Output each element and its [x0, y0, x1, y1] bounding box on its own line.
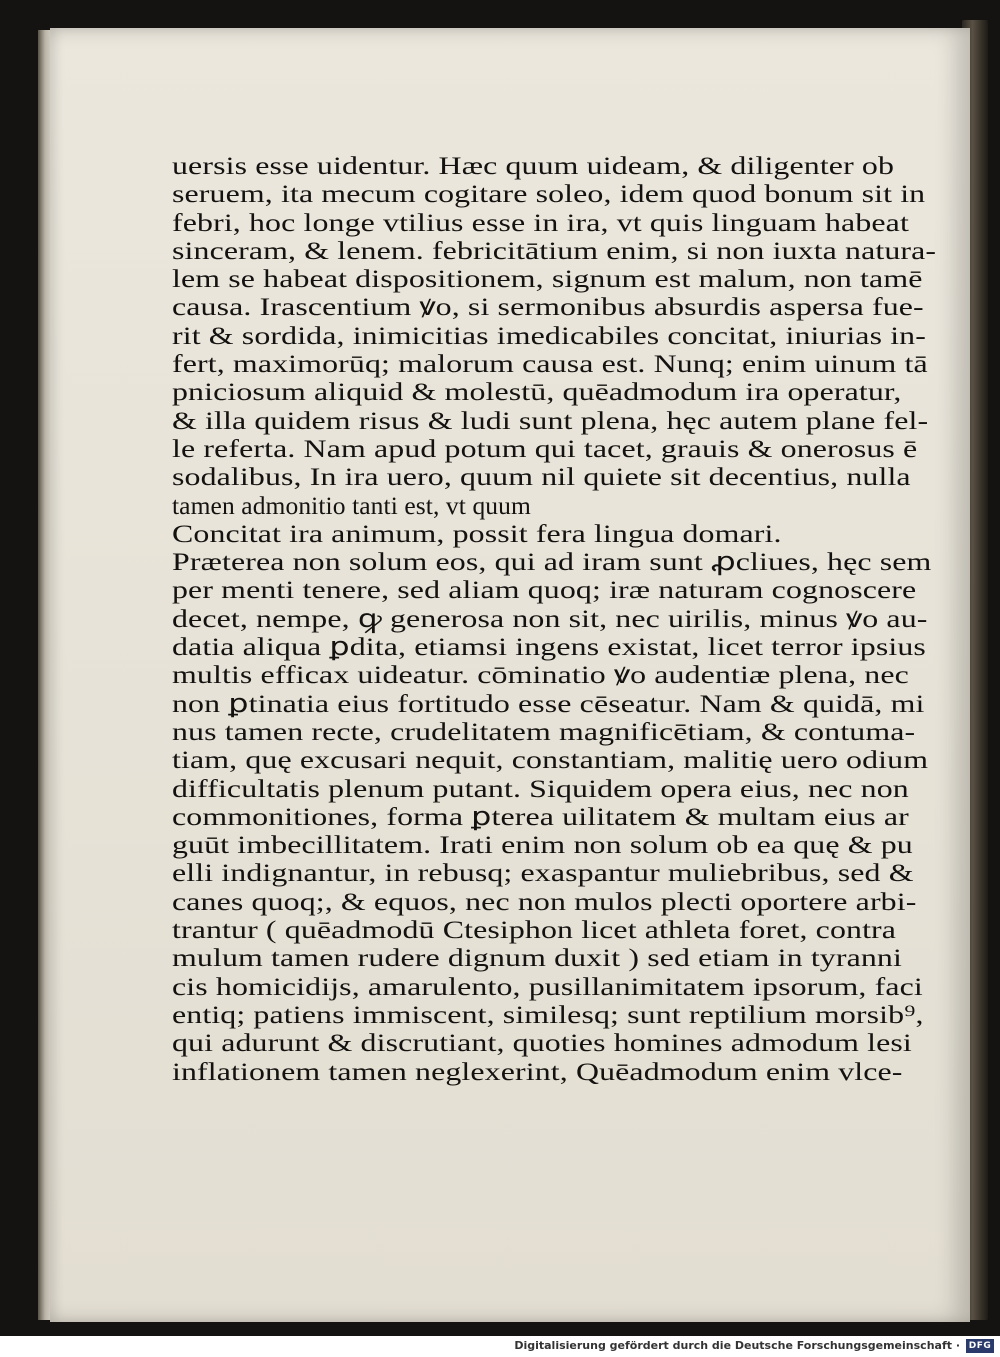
text-line: guūt imbecillitatem. Irati enim non solum ob ea quę & pu — [172, 830, 913, 860]
text-line: febri, hoc longe vtilius esse in ira, vt quis linguam habeat — [172, 207, 909, 237]
text-line: per menti tenere, sed aliam quoq; iræ naturam cognoscere — [172, 575, 917, 605]
text-line: elli indignantur, in rebusq; exaspantur muliebribus, sed & — [172, 858, 914, 888]
text-line: tamen admonitio tanti est, vt quum — [172, 490, 531, 520]
funding-credit: Digitalisierung gefördert durch die Deutsche Forschungsgemeinschaft · — [514, 1339, 960, 1352]
text-line: multis efficax uideatur. cōminatio ꝟo audentiæ plena, nec — [172, 660, 909, 690]
text-line: commonitiones, forma ꝑterea uilitatem & multam eius ar — [172, 801, 909, 831]
footer-bar — [0, 1336, 1000, 1357]
text-line: Præterea non solum eos, qui ad iram sunt ꝓcliues, hęc sem — [172, 547, 932, 577]
text-line: causa. Irascentium ꝟo, si sermonibus absurdis aspersa fue- — [172, 292, 924, 322]
dfg-logo: DFG — [966, 1339, 994, 1353]
text-line: non ꝑtinatia eius fortitudo esse cēseatur. Nam & quidā, mi — [172, 688, 925, 718]
text-line: lem se habeat dispositionem, signum est malum, non tamē — [172, 264, 923, 294]
text-line: pniciosum aliquid & molestū, quēadmodum ira operatur, — [172, 377, 902, 407]
text-line: & illa quidem risus & ludi sunt plena, hęc autem plane fel- — [172, 405, 929, 435]
text-line: mulum tamen rudere dignum duxit ) sed etiam in tyranni — [172, 943, 902, 973]
text-line: trantur ( quēadmodū Ctesiphon licet athleta foret, contra — [172, 915, 897, 945]
text-line: datia aliqua ꝑdita, etiamsi ingens existat, licet terror ipsius — [172, 632, 926, 662]
text-line: uersis esse uidentur. Hæc quum uideam, & diligenter ob — [172, 151, 895, 180]
text-line: seruem, ita mecum cogitare soleo, idem quod bonum sit in — [172, 179, 926, 209]
text-line: fert, maximorūq; malorum causa est. Nunq; enim uinum tā — [172, 349, 928, 379]
text-line: nus tamen recte, crudelitatem magnificētiam, & contuma- — [172, 716, 916, 746]
text-line: qui adurunt & discrutiant, quoties homines admodum lesi — [172, 1028, 912, 1058]
text-line: difficultatis plenum putant. Siquidem opera eius, nec non — [172, 773, 909, 803]
text-line: decet, nempe, ꝙ generosa non sit, nec uirilis, minus ꝟo au- — [172, 603, 928, 633]
text-line: rit & sordida, inimicitias imedicabiles concitat, iniurias in- — [172, 320, 926, 350]
text-line: le referta. Nam apud potum qui tacet, grauis & onerosus ē — [172, 433, 918, 463]
text-line: tiam, quę excusari nequit, constantiam, malitię uero odium — [172, 745, 929, 775]
text-line: sodalibus, In ira uero, quum nil quiete sit decentius, nulla — [172, 462, 911, 492]
page-text-block — [172, 152, 972, 1086]
text-line: Concitat ira animum, possit fera lingua domari. — [172, 518, 782, 548]
book-page — [50, 28, 970, 1322]
text-line: entiq; patiens immiscent, similesq; sunt reptilium morsib⁹, — [172, 999, 924, 1029]
text-line: inflationem tamen neglexerint, Quēadmodum enim vlce- — [172, 1056, 903, 1086]
text-line: cis homicidijs, amarulento, pusillanimitatem ipsorum, faci — [172, 971, 923, 1001]
text-line: canes quoq;, & equos, nec non mulos plecti oportere arbi- — [172, 886, 917, 916]
text-line: sinceram, & lenem. febricitātium enim, si non iuxta natura- — [172, 235, 937, 265]
